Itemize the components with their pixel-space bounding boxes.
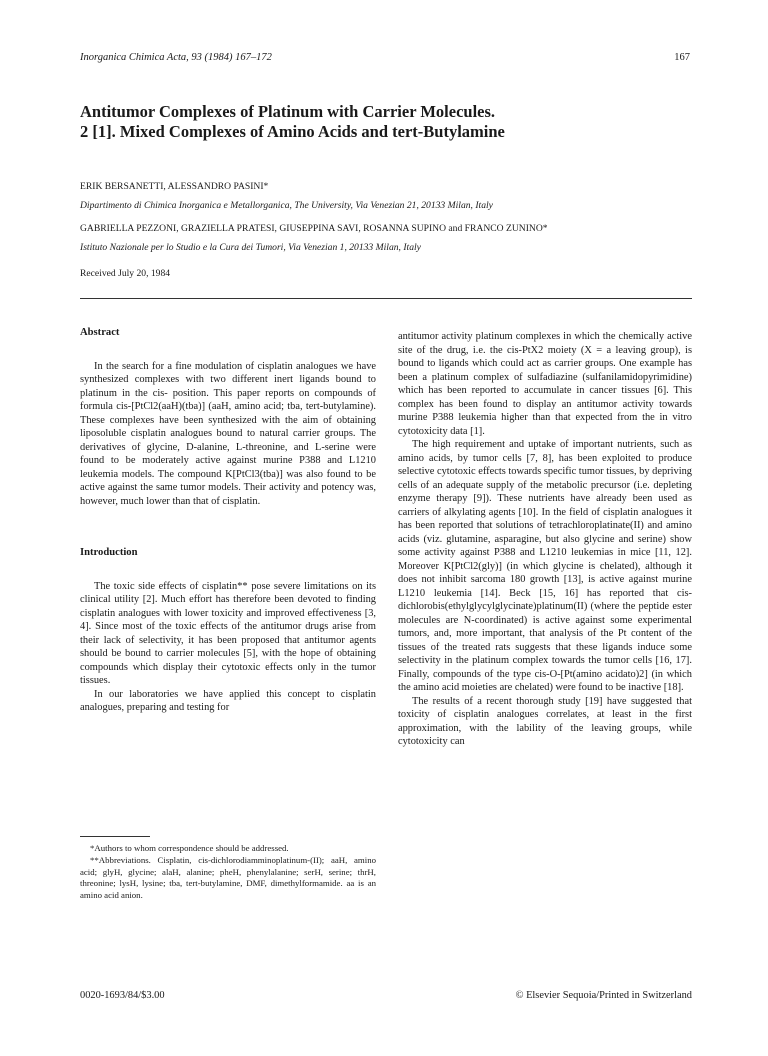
right-column [398, 330, 692, 749]
right-paragraph-3: The results of a recent thorough study [19] have suggested that toxicity of cisplatin analogues correlates, at least in the first approximation, with the lability of the leaving groups, while cytotoxicity can [398, 695, 692, 747]
left-column [80, 326, 376, 715]
abstract-text: In the search for a fine modulation of cisplatin analogues we have synthesized complexes with two different inert ligands bound to platinum in the cis- position. This paper reports on compounds of formula cis-[PtCl2(aaH)(tba)] (aaH, amino acid; tba, tert-butylamine). These complexes have been synthesized with the aim of obtaining liposoluble cisplatin analogues bound to natural carrier groups. The derivatives of glycine, D-alanine, L-threonine, and L-serine were found to be moderately active against murine P388 and L1210 leukemia models. The compound K[PtCl3(tba)] was also found to be active against the same tumor models. Their activity and potency was, however, much lower than that of cisplatin. [80, 360, 376, 507]
journal-citation: Inorganica Chimica Acta, 93 (1984) 167–172 [80, 52, 272, 63]
page-number: 167 [674, 52, 690, 63]
section-spacer [80, 508, 376, 546]
title-line-1: Antitumor Complexes of Platinum with Carrier Molecules. [80, 102, 496, 121]
running-head [80, 52, 690, 63]
right-paragraph-1: antitumor activity platinum complexes in which the chemically active site of the drug, i.e. the cis-PtX2 moiety (X = a leaving group), is bound to ligands which could act as carrier groups. One example has been a platinum complex of sulfadiazine (sulfanilamidopyrimidine) which has been reported to accumulate in cancer tissues [6]. This complex has been found to display an antitumor activity towards murine P388 leukemia higher than that expected from the in vitro cytotoxicity data [1]. [398, 331, 692, 437]
abstract-heading: Abstract [80, 327, 120, 338]
received-date: Received July 20, 1984 [80, 268, 171, 279]
footnote-1: *Authors to whom correspondence should be addressed. [90, 843, 289, 853]
header-divider [80, 298, 692, 299]
issn-code: 0020-1693/84/$3.00 [80, 990, 165, 1001]
author-group-1: ERIK BERSANETTI, ALESSANDRO PASINI* [80, 181, 269, 192]
author-group-2: GABRIELLA PEZZONI, GRAZIELLA PRATESI, GIUSEPPINA SAVI, ROSANNA SUPINO and FRANCO ZUNINO* [80, 223, 548, 234]
footnote-divider [80, 836, 150, 837]
introduction-paragraph-2: In our laboratories we have applied this concept to cisplatin analogues, preparing and testing for [80, 688, 376, 713]
footnotes [80, 843, 376, 902]
paper-title [80, 102, 690, 142]
affiliation-1: Dipartimento di Chimica Inorganica e Metallorganica, The University, Via Venezian 21, 20133 Milan, Italy [80, 200, 493, 211]
title-line-2: 2 [1]. Mixed Complexes of Amino Acids and tert-Butylamine [80, 122, 505, 141]
introduction-heading: Introduction [80, 547, 138, 558]
right-paragraph-2: The high requirement and uptake of important nutrients, such as amino acids, by tumor cells [7, 8], has been exploited to produce selective cytotoxic effects towards specific tumor tissues, by depriving cells of an adequate supply of the metabolic precursor (i.e. depleting enzyme therapy [9]). These nutrients have already been used as carriers of alkylating agents [10]. In the field of cisplatin analogues it has been reported that solutions of tetrachloroplatinate(II) and amino acids (viz. glutamine, asparagine, but also glycine and serine) show some activity against P388 and L1210 leukemias in mice [11, 12]. Moreover K[PtCl2(gly)] (in which glycine is chelated), although it does not inhibit sarcoma 180 growth [13], is active against murine L1210 leukemia [14]. Beck [15, 16] has reported that cis-dichlorobis(ethylglycylglycinate)platinum(II) (where the peptide ester molecules are N-coordinated) is active against some experimental tumors, and, more important, that analysis of the Pt content of the tissues of the treated rats suggests that these ligands induce some selectivity in the platinum complex towards the tumor cells [16, 17]. Finally, compounds of the type cis-O-[Pt(amino acidato)2] (in which the amino acid moieties are chelated) were found to be inactive [18]. [398, 439, 692, 693]
introduction-paragraph-1: The toxic side effects of cisplatin** pose severe limitations on its clinical utility [2]. Much effort has therefore been devoted to finding cisplatin analogues with lower toxicity and improved effectiveness [3, 4]. Since most of the toxic effects of the antitumor drugs arise from their lack of selectivity, it has been proposed that antitumor agents should be bound to carrier molecules [5], with the hope of obtaining compounds which display their cytotoxic effects only in the tumor tissues. [80, 580, 376, 686]
footnote-2: **Abbreviations. Cisplatin, cis-dichlorodiamminoplatinum-(II); aaH, amino acid; glyH, glycine; alaH, alanine; pheH, phenylalanine; serH, serine; thrH, threonine; lysH, lysine; tba, tert-butylamine, DMF, dimethylformamide. aa is an amino acid anion. [80, 854, 376, 901]
affiliation-2: Istituto Nazionale per lo Studio e la Cura dei Tumori, Via Venezian 1, 20133 Milan, Italy [80, 242, 421, 253]
publisher-line: © Elsevier Sequoia/Printed in Switzerland [515, 990, 692, 1001]
